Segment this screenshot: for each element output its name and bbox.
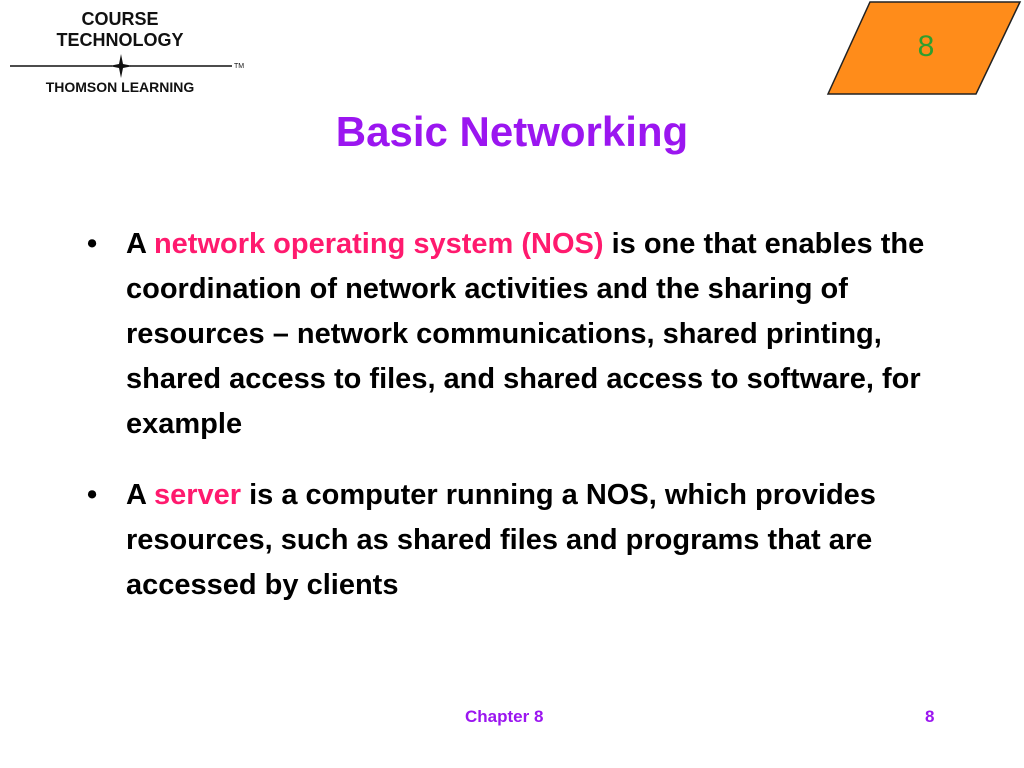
bullet-list — [85, 222, 945, 608]
bullet-text: is one that enables the coordination of network activities and the sharing of resources – network communications, shared printing, shared access to files, and shared access to software, for example — [126, 228, 925, 440]
bullet-text: is a computer running a NOS, which provides resources, such as shared files and programs that are accessed by clients — [126, 479, 876, 601]
slide-title: Basic Networking — [335, 108, 689, 155]
bullet-item — [85, 473, 945, 608]
logo-graphic — [8, 8, 258, 98]
bullet-prefix: A — [126, 228, 154, 260]
badge-number: 8 — [917, 30, 935, 63]
bullet-marker: • — [87, 479, 98, 511]
publisher-logo — [8, 8, 258, 98]
footer-page-number: 8 — [925, 707, 935, 726]
footer-chapter: Chapter 8 — [465, 707, 544, 726]
bullet-prefix: A — [126, 479, 154, 511]
bullet-marker: • — [87, 228, 98, 260]
logo-line-thomson: THOMSON LEARNING — [45, 79, 195, 95]
star-icon — [109, 54, 133, 78]
logo-line-technology: TECHNOLOGY — [56, 30, 184, 50]
term-nos: network operating system (NOS) — [153, 228, 604, 260]
bullet-item — [85, 222, 945, 447]
logo-trademark: TM — [234, 63, 245, 70]
logo-line-course: COURSE — [81, 9, 159, 29]
term-server: server — [153, 479, 242, 511]
